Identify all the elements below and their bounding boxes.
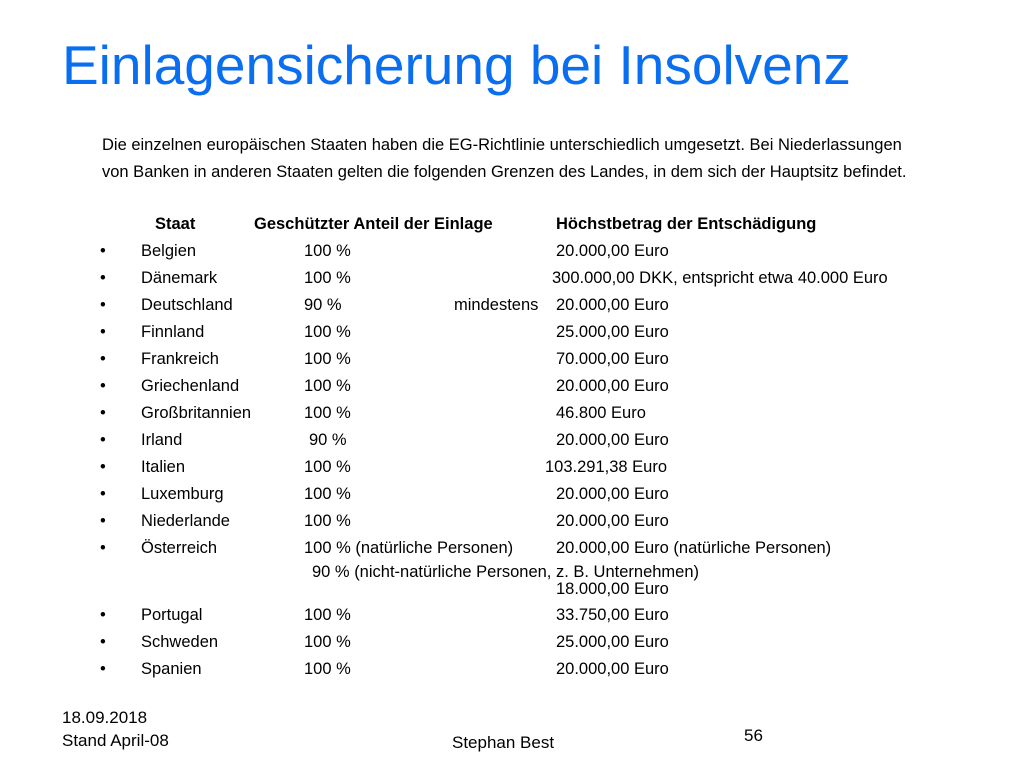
- bullet-icon: •: [100, 512, 106, 530]
- bullet-icon: •: [100, 660, 106, 678]
- protected-share: 100 %: [304, 377, 351, 395]
- protected-share: 100 %: [304, 512, 351, 530]
- max-amount: 20.000,00 Euro: [556, 296, 669, 314]
- slide-title: Einlagensicherung bei Insolvenz: [62, 34, 851, 96]
- max-amount: 20.000,00 Euro: [556, 242, 669, 260]
- country-name: Italien: [141, 458, 186, 476]
- bullet-icon: •: [100, 458, 106, 476]
- amount-prefix: mindestens: [454, 296, 539, 314]
- bullet-icon: •: [100, 404, 106, 422]
- page-number: 56: [744, 726, 763, 745]
- protected-share: 100 %: [304, 242, 351, 260]
- bullet-icon: •: [100, 431, 106, 449]
- country-name: Deutschland: [141, 296, 233, 314]
- bullet-icon: •: [100, 606, 106, 624]
- header-max-amount: Höchstbetrag der Entschädigung: [556, 215, 817, 233]
- table-row: [0, 242, 1024, 266]
- protected-share: 100 %: [304, 350, 351, 368]
- bullet-icon: •: [100, 377, 106, 395]
- protected-share: 100 %: [304, 606, 351, 624]
- bullet-icon: •: [100, 242, 106, 260]
- protected-share: 100 % (natürliche Personen): [304, 539, 514, 557]
- bullet-icon: •: [100, 323, 106, 341]
- max-amount: 103.291,38 Euro: [545, 458, 668, 476]
- max-amount: 46.800 Euro: [556, 404, 646, 422]
- max-amount: 20.000,00 Euro: [556, 377, 669, 395]
- protected-share: 100 %: [304, 269, 351, 287]
- protected-share-secondary: 90 % (nicht-natürliche Personen, z. B. Unternehmen): [312, 563, 700, 581]
- footer-stand: Stand April-08: [62, 731, 169, 750]
- max-amount: 70.000,00 Euro: [556, 350, 669, 368]
- table-row: [0, 606, 1024, 630]
- footer-date: 18.09.2018: [62, 708, 148, 727]
- max-amount: 20.000,00 Euro: [556, 512, 669, 530]
- header-state: Staat: [155, 215, 196, 233]
- max-amount: 20.000,00 Euro: [556, 485, 669, 503]
- table-row: [0, 633, 1024, 657]
- table-row: [0, 512, 1024, 536]
- table-row: [0, 296, 1024, 320]
- protected-share: 100 %: [304, 323, 351, 341]
- protected-share: 100 %: [304, 633, 351, 651]
- bullet-icon: •: [100, 633, 106, 651]
- max-amount: 20.000,00 Euro: [556, 431, 669, 449]
- header-share: Geschützter Anteil der Einlage: [254, 215, 493, 233]
- table-row: [0, 458, 1024, 482]
- country-name: Schweden: [141, 633, 219, 651]
- protected-share: 90 %: [309, 431, 347, 449]
- country-name: Großbritannien: [141, 404, 252, 422]
- table-row: [0, 485, 1024, 509]
- country-name: Niederlande: [141, 512, 230, 530]
- footer-author: Stephan Best: [452, 733, 555, 752]
- table-row: [0, 660, 1024, 684]
- country-name: Österreich: [141, 539, 218, 557]
- bullet-icon: •: [100, 269, 106, 287]
- bullet-icon: •: [100, 539, 106, 557]
- table-row: [0, 350, 1024, 374]
- intro-text: Die einzelnen europäischen Staaten haben die EG-Richtlinie unterschiedlich umgesetzt. Bei Niederlassungen von Banken in anderen Staaten gelten die folgenden Grenzen des Landes, in dem sich der Hauptsitz befindet.: [102, 136, 907, 181]
- country-name: Finnland: [141, 323, 205, 341]
- bullet-icon: •: [100, 485, 106, 503]
- protected-share: 90 %: [304, 296, 342, 314]
- protected-share: 100 %: [304, 660, 351, 678]
- protected-share: 100 %: [304, 485, 351, 503]
- max-amount: 20.000,00 Euro (natürliche Personen): [556, 539, 832, 557]
- max-amount: 300.000,00 DKK, entspricht etwa 40.000 Euro: [552, 269, 888, 287]
- max-amount: 20.000,00 Euro: [556, 660, 669, 678]
- country-name: Luxemburg: [141, 485, 224, 503]
- country-name: Spanien: [141, 660, 202, 678]
- max-amount: 25.000,00 Euro: [556, 323, 669, 341]
- table-row: [0, 404, 1024, 428]
- country-name: Portugal: [141, 606, 203, 624]
- country-name: Belgien: [141, 242, 197, 260]
- country-name: Frankreich: [141, 350, 219, 368]
- table-row: [0, 431, 1024, 455]
- country-name: Griechenland: [141, 377, 240, 395]
- max-amount: 33.750,00 Euro: [556, 606, 669, 624]
- protected-share: 100 %: [304, 458, 351, 476]
- table-header: [0, 215, 1024, 239]
- table-row: [0, 323, 1024, 347]
- country-name: Dänemark: [141, 269, 218, 287]
- bullet-icon: •: [100, 350, 106, 368]
- max-amount: 25.000,00 Euro: [556, 633, 669, 651]
- table-row: [0, 269, 1024, 293]
- table-row: [0, 539, 1024, 563]
- bullet-icon: •: [100, 296, 106, 314]
- country-name: Irland: [141, 431, 183, 449]
- table-row: [0, 377, 1024, 401]
- table-row-continuation: [0, 580, 1024, 604]
- max-amount-secondary: 18.000,00 Euro: [556, 580, 669, 598]
- protected-share: 100 %: [304, 404, 351, 422]
